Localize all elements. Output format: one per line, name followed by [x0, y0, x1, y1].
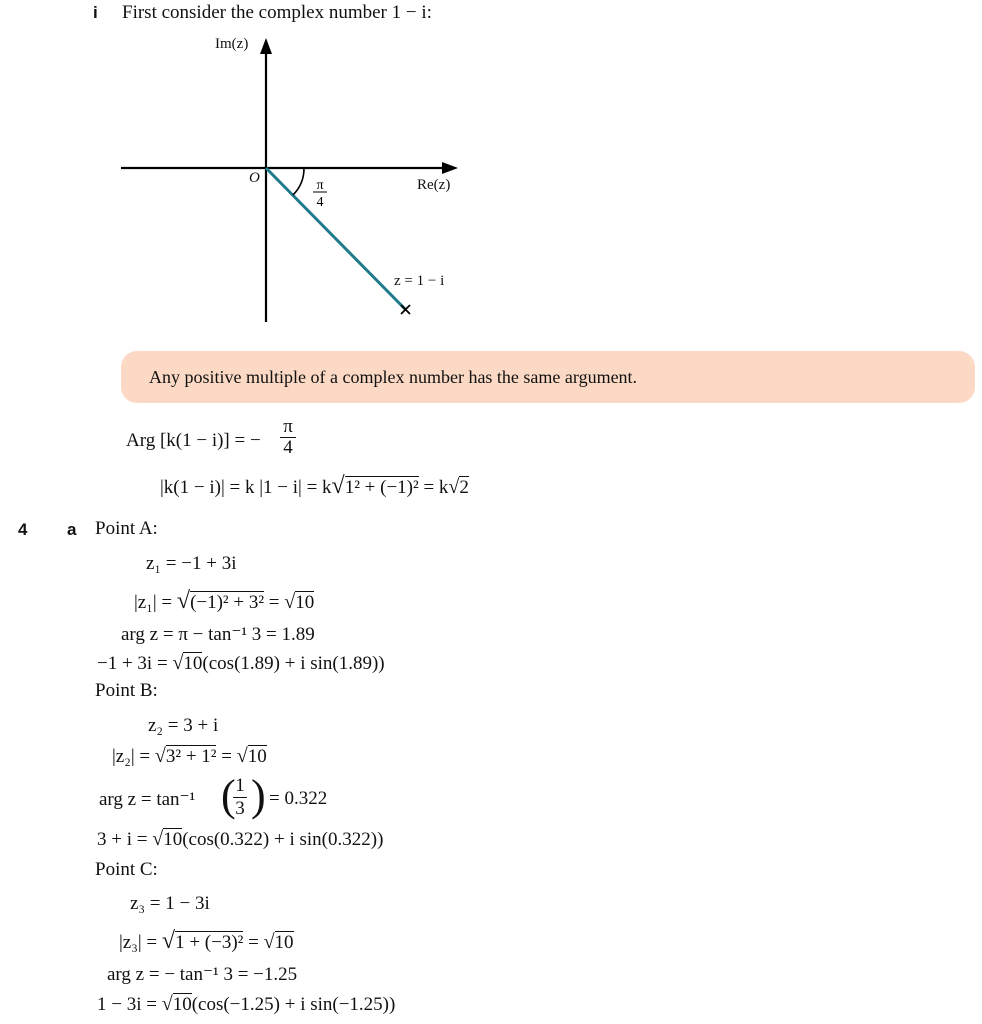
- point-b-line-3-lhs: arg z = tan⁻¹: [99, 789, 196, 810]
- question-part-label: a: [67, 520, 77, 539]
- imaginary-axis-arrow: [260, 38, 272, 54]
- point-a-line-3: arg z = π − tan⁻¹ 3 = 1.89: [121, 624, 315, 645]
- angle-numerator: π: [316, 178, 324, 193]
- argand-diagram: [0, 0, 982, 340]
- ray-to-point: [266, 168, 405, 309]
- paren-left: (: [221, 771, 236, 820]
- note-box: [121, 351, 975, 403]
- point-b-line-4: 3 + i = √10(cos(0.322) + i sin(0.322)): [97, 828, 384, 850]
- point-label: z = 1 − i: [394, 273, 445, 289]
- angle-arc: [293, 168, 304, 195]
- paren-right: ): [251, 771, 266, 820]
- real-axis-arrow: [442, 162, 458, 174]
- point-b-heading: Point B:: [95, 680, 158, 701]
- point-a-heading: Point A:: [95, 518, 158, 539]
- x-axis-label: Re(z): [417, 177, 451, 193]
- part-label: i: [93, 3, 98, 22]
- point-c-line-1: z₃ = 1 − 3i: [130, 893, 210, 914]
- note-text: Any positive multiple of a complex number has the same argument.: [149, 367, 638, 387]
- point-c-line-3: arg z = − tan⁻¹ 3 = −1.25: [107, 964, 298, 985]
- point-b-line-1: z₂ = 3 + i: [148, 715, 219, 736]
- point-c-heading: Point C:: [95, 859, 158, 880]
- point-b-line-2: |z₂| = √3² + 1² = √10: [112, 745, 267, 767]
- arg-line-1: Arg [k(1 − i)] = −: [126, 430, 261, 451]
- angle-denominator: 4: [316, 195, 324, 210]
- point-a-line-2: |z₁| = √(−1)² + 3² = √10: [134, 588, 315, 614]
- arg-line-2: |k(1 − i)| = k |1 − i| = k√1² + (−1)² = k√2: [160, 473, 469, 499]
- point-c-line-2: |z₃| = √1 + (−3)² = √10: [119, 928, 294, 954]
- y-axis-label: Im(z): [215, 36, 249, 52]
- part-intro: First consider the complex number 1 − i:: [122, 2, 432, 23]
- point-b-line-3-rhs: = 0.322: [269, 788, 328, 809]
- arg-fraction: π 4: [280, 417, 296, 458]
- point-c-line-4: 1 − 3i = √10(cos(−1.25) + i sin(−1.25)): [97, 993, 396, 1015]
- point-a-line-1: z₁ = −1 + 3i: [146, 553, 237, 574]
- point-b-fraction: 1 3: [233, 775, 247, 820]
- question-number: 4: [18, 520, 28, 539]
- origin-label: O: [249, 170, 260, 186]
- point-a-line-4: −1 + 3i = √10(cos(1.89) + i sin(1.89)): [97, 652, 385, 674]
